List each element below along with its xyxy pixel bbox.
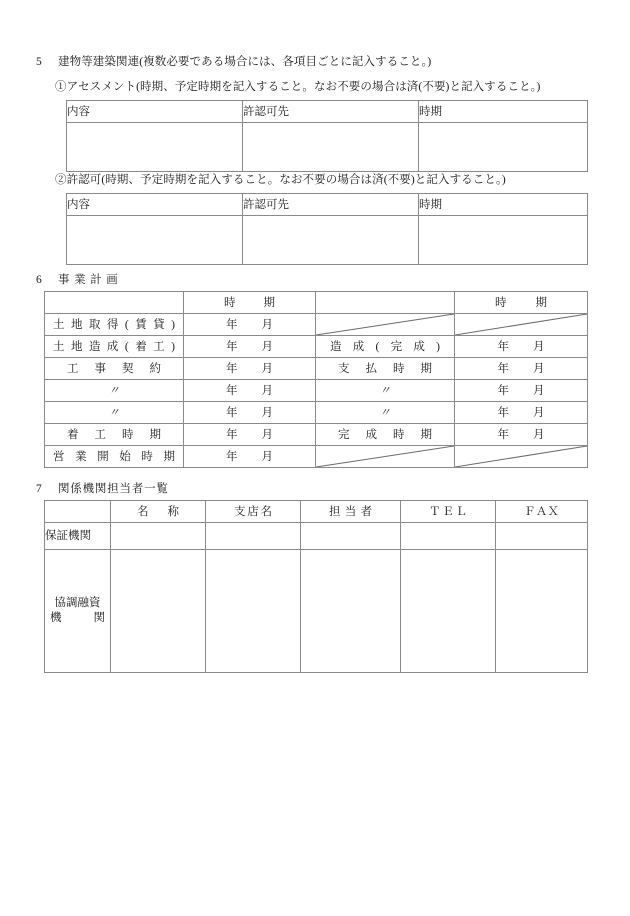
assessment-header-content: 内容 (67, 101, 243, 123)
table-header-row (45, 292, 588, 314)
plan-header-period-right: 時期 (455, 292, 588, 314)
table-header-row (67, 194, 588, 216)
assessment-table (66, 100, 588, 172)
table-row (45, 523, 588, 550)
related-institutions-table (44, 500, 588, 673)
plan-header-period-left: 時期 (184, 292, 316, 314)
plan-right-period-completion[interactable]: 年 月 (455, 424, 588, 446)
section-5-sub1-label: ①アセスメント(時期、予定時期を記入すること。なお不要の場合は済(不要)と記入すること。) (55, 81, 541, 93)
plan-period-ditto-1[interactable]: 年 月 (184, 380, 316, 402)
institutions-header-blank (45, 501, 111, 523)
plan-right-label-payment-period: 支払時期 (316, 358, 455, 380)
table-row (45, 314, 588, 336)
institutions-header-fax: ＦＡＸ (496, 501, 588, 523)
institutions-cell-fax-guarantee[interactable] (496, 523, 588, 550)
plan-period-land-development[interactable]: 年 月 (184, 336, 316, 358)
institutions-row-label-cofinance (45, 550, 111, 673)
plan-header-blank-right (316, 292, 455, 314)
assessment-cell-authority[interactable] (243, 123, 419, 172)
plan-right-period-development-complete[interactable]: 年 月 (455, 336, 588, 358)
cofinance-label-line2: 機関 (50, 612, 105, 624)
table-row (45, 424, 588, 446)
plan-period-start-construction[interactable]: 年 月 (184, 424, 316, 446)
table-row (45, 446, 588, 468)
plan-right-period-payment[interactable]: 年 月 (455, 358, 588, 380)
section-5-heading (36, 55, 431, 69)
plan-right-period-row1-struck (455, 314, 588, 336)
plan-label-construction-contract: 工事契約 (45, 358, 184, 380)
table-row (45, 550, 588, 673)
assessment-header-period: 時期 (419, 101, 588, 123)
plan-label-ditto-1: 〃 (45, 380, 184, 402)
plan-label-business-start: 営業開始時期 (45, 446, 184, 468)
section-7-heading (36, 482, 169, 496)
institutions-cell-contact-cofinance[interactable] (301, 550, 401, 673)
institutions-header-name: 名称 (111, 501, 206, 523)
table-row (67, 123, 588, 172)
plan-right-label-row7-struck (316, 446, 455, 468)
table-row (67, 216, 588, 265)
table-header-row (45, 501, 588, 523)
institutions-header-branch: 支店名 (206, 501, 301, 523)
business-plan-table (44, 291, 588, 468)
plan-right-label-row1-struck (316, 314, 455, 336)
section-5-title: 建物等建築関連(複数必要である場合には、各項目ごとに記入すること。) (58, 56, 432, 68)
assessment-cell-period[interactable] (419, 123, 588, 172)
institutions-cell-branch-cofinance[interactable] (206, 550, 301, 673)
cofinance-label-line1: 協調融資 (54, 597, 101, 609)
plan-right-label-ditto-1: 〃 (316, 380, 455, 402)
permit-cell-content[interactable] (67, 216, 243, 265)
institutions-header-tel: ＴＥＬ (401, 501, 496, 523)
plan-header-blank-left (45, 292, 184, 314)
institutions-header-contact: 担当者 (301, 501, 401, 523)
permit-header-period: 時期 (419, 194, 588, 216)
institutions-cell-tel-cofinance[interactable] (401, 550, 496, 673)
table-row (45, 336, 588, 358)
table-header-row (67, 101, 588, 123)
plan-label-land-acquisition: 土地取得(賃貸) (45, 314, 184, 336)
institutions-cell-tel-guarantee[interactable] (401, 523, 496, 550)
assessment-cell-content[interactable] (67, 123, 243, 172)
section-6-heading (36, 273, 122, 287)
plan-right-period-row7-struck (455, 446, 588, 468)
plan-right-label-ditto-2: 〃 (316, 402, 455, 424)
plan-right-label-completion-period: 完成時期 (316, 424, 455, 446)
assessment-header-authority: 許認可先 (243, 101, 419, 123)
institutions-cell-contact-guarantee[interactable] (301, 523, 401, 550)
plan-right-label-development-complete: 造成(完成) (316, 336, 455, 358)
plan-right-period-ditto-1[interactable]: 年 月 (455, 380, 588, 402)
plan-period-ditto-2[interactable]: 年 月 (184, 402, 316, 424)
plan-label-land-development: 土地造成(着工) (45, 336, 184, 358)
plan-right-period-ditto-2[interactable]: 年 月 (455, 402, 588, 424)
section-5-number: 5 (36, 56, 42, 68)
plan-period-construction-contract[interactable]: 年 月 (184, 358, 316, 380)
section-7-title: 関係機関担当者一覧 (58, 483, 169, 495)
institutions-cell-name-cofinance[interactable] (111, 550, 206, 673)
plan-period-land-acquisition[interactable]: 年 月 (184, 314, 316, 336)
institutions-cell-branch-guarantee[interactable] (206, 523, 301, 550)
table-row (45, 402, 588, 424)
permit-table (66, 193, 588, 265)
table-row (45, 358, 588, 380)
institutions-cell-fax-cofinance[interactable] (496, 550, 588, 673)
institutions-cell-name-guarantee[interactable] (111, 523, 206, 550)
plan-label-start-construction: 着工時期 (45, 424, 184, 446)
permit-header-content: 内容 (67, 194, 243, 216)
plan-label-ditto-2: 〃 (45, 402, 184, 424)
section-5-sub2-label: ②許認可(時期、予定時期を記入すること。なお不要の場合は済(不要)と記入すること。) (55, 174, 506, 186)
plan-period-business-start[interactable]: 年 月 (184, 446, 316, 468)
table-row (45, 380, 588, 402)
section-7-number: 7 (36, 483, 42, 495)
permit-cell-authority[interactable] (243, 216, 419, 265)
section-6-title: 事業計画 (58, 274, 123, 286)
institutions-row-label-guarantee: 保証機関 (45, 523, 111, 550)
permit-header-authority: 許認可先 (243, 194, 419, 216)
section-6-number: 6 (36, 274, 42, 286)
permit-cell-period[interactable] (419, 216, 588, 265)
